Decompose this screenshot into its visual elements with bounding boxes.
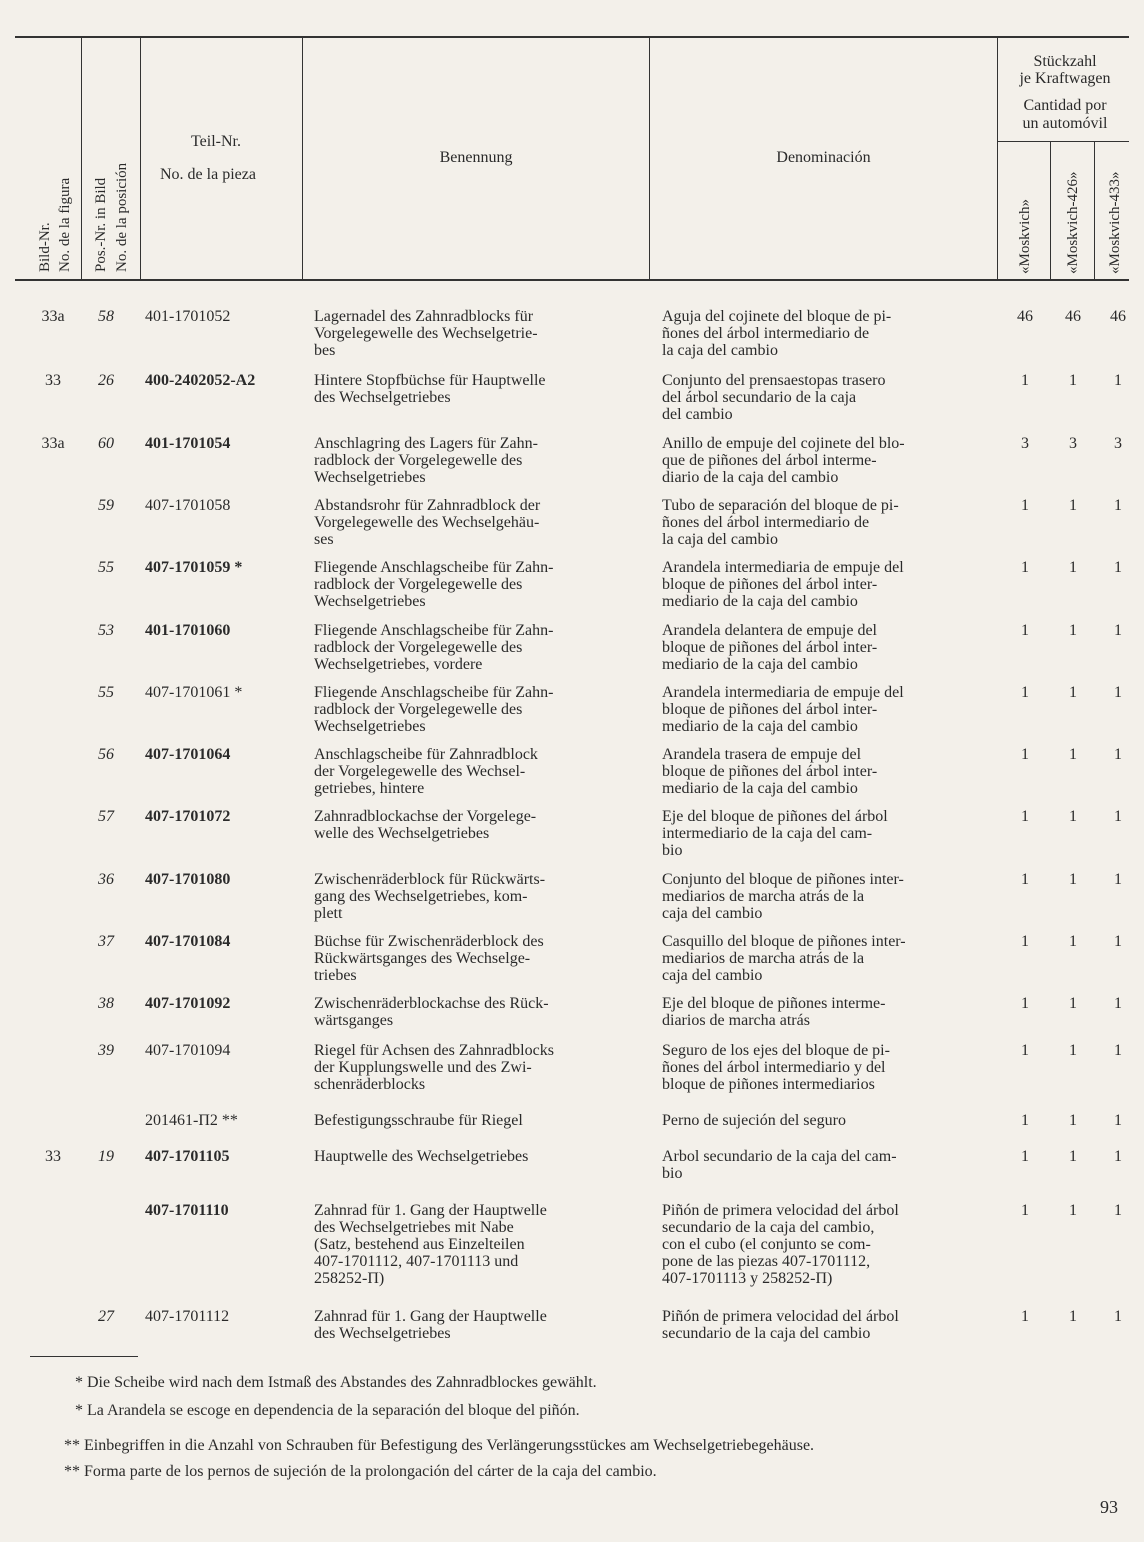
qty-moskvich-426-cell: 1 (1069, 808, 1077, 825)
header-je-kraftwagen: je Kraftwagen (1019, 70, 1111, 87)
col-divider (81, 37, 82, 280)
position-number-cell: 36 (98, 871, 114, 888)
position-number-cell: 58 (98, 308, 114, 325)
page-number: 93 (1100, 1497, 1118, 1517)
benennung-cell: Zahnrad für 1. Gang der Hauptwelle des Wechselgetriebes (314, 1308, 547, 1342)
position-number-cell: 37 (98, 933, 114, 950)
col-divider (140, 37, 141, 280)
qty-moskvich-433-cell: 1 (1114, 622, 1122, 639)
denominacion-cell: Arandela intermediaria de empuje del bloque de piñones del árbol inter- mediario de la caja del cambio (662, 684, 904, 735)
qty-moskvich-cell: 1 (1021, 372, 1029, 389)
qty-moskvich-426-cell: 1 (1069, 559, 1077, 576)
denominacion-cell: Conjunto del prensaestopas trasero del árbol secundario de la caja del cambio (662, 372, 886, 423)
header-bottom-rule (15, 279, 1129, 281)
qty-moskvich-426-cell: 1 (1069, 684, 1077, 701)
qty-moskvich-433-cell: 1 (1114, 808, 1122, 825)
header-automovil: un automóvil (1022, 115, 1108, 132)
header-no-posicion: No. de la posición (114, 162, 130, 272)
part-number-cell: 407-1701072 (145, 808, 231, 825)
part-number-cell: 401-1701054 (145, 435, 231, 452)
benennung-cell: Riegel für Achsen des Zahnradblocks der Kupplungswelle und des Zwi- schenräderblocks (314, 1042, 554, 1093)
qty-moskvich-433-cell: 1 (1114, 995, 1122, 1012)
qty-moskvich-433-cell: 46 (1110, 308, 1126, 325)
qty-moskvich-426-cell: 1 (1069, 1042, 1077, 1059)
qty-moskvich-cell: 1 (1021, 871, 1029, 888)
qty-moskvich-cell: 1 (1021, 1202, 1029, 1219)
denominacion-cell: Aguja del cojinete del bloque de pi- ñones del árbol intermediario de la caja del cambio (662, 308, 892, 359)
part-number-cell: 407-1701092 (145, 995, 231, 1012)
qty-moskvich-cell: 46 (1017, 308, 1033, 325)
header-model-moskvich: «Moskvich» (1017, 199, 1033, 274)
header-cantidad: Cantidad por (1023, 97, 1107, 114)
qty-header-rule (997, 141, 1129, 142)
denominacion-cell: Arandela trasera de empuje del bloque de piñones del árbol inter- mediario de la caja del cambio (662, 746, 878, 797)
denominacion-cell: Eje del bloque de piñones interme- diarios de marcha atrás (662, 995, 886, 1029)
denominacion-cell: Eje del bloque de piñones del árbol intermediario de la caja del cam- bio (662, 808, 888, 859)
denominacion-cell: Casquillo del bloque de piñones inter- mediarios de marcha atrás de la caja del cambio (662, 933, 906, 984)
part-number-cell: 407-1701094 (145, 1042, 231, 1059)
qty-moskvich-426-cell: 1 (1069, 372, 1077, 389)
position-number-cell: 27 (98, 1308, 114, 1325)
figure-number-cell: 33a (41, 308, 65, 325)
benennung-cell: Zwischenräderblockachse des Rück- wärtsganges (314, 995, 549, 1029)
benennung-cell: Zwischenräderblock für Rückwärts- gang des Wechselgetriebes, kom- plett (314, 871, 546, 922)
position-number-cell: 38 (98, 995, 114, 1012)
qty-moskvich-433-cell: 1 (1114, 1112, 1122, 1129)
qty-moskvich-433-cell: 1 (1114, 933, 1122, 950)
position-number-cell: 57 (98, 808, 114, 825)
position-number-cell: 56 (98, 746, 114, 763)
denominacion-cell: Conjunto del bloque de piñones inter- mediarios de marcha atrás de la caja del cambio (662, 871, 904, 922)
header-pos-nr: Pos.-Nr. in Bild (93, 177, 109, 272)
header-no-pieza: No. de la pieza (160, 166, 256, 183)
part-number-cell: 407-1701080 (145, 871, 231, 888)
header-top-rule (15, 36, 1129, 38)
qty-moskvich-cell: 1 (1021, 622, 1029, 639)
qty-moskvich-cell: 1 (1021, 995, 1029, 1012)
denominacion-cell: Piñón de primera velocidad del árbol secundario de la caja del cambio (662, 1308, 899, 1342)
denominacion-cell: Arbol secundario de la caja del cam- bio (662, 1148, 897, 1182)
benennung-cell: Hintere Stopfbüchse für Hauptwelle des Wechselgetriebes (314, 372, 546, 406)
header-benennung: Benennung (439, 149, 513, 166)
qty-moskvich-426-cell: 3 (1069, 435, 1077, 452)
header-stueckzahl: Stückzahl (1033, 53, 1097, 70)
header-denominacion: Denominación (776, 149, 871, 166)
figure-number-cell: 33 (45, 372, 61, 389)
qty-moskvich-cell: 1 (1021, 684, 1029, 701)
qty-moskvich-433-cell: 1 (1114, 746, 1122, 763)
position-number-cell: 53 (98, 622, 114, 639)
qty-moskvich-426-cell: 1 (1069, 622, 1077, 639)
qty-moskvich-433-cell: 1 (1114, 871, 1122, 888)
qty-moskvich-426-cell: 1 (1069, 1148, 1077, 1165)
qty-moskvich-cell: 1 (1021, 1308, 1029, 1325)
header-bild-nr: Bild-Nr. (37, 222, 53, 272)
position-number-cell: 60 (98, 435, 114, 452)
footnote: ** Forma parte de los pernos de sujeción de la prolongación del cárter de la caja del cambio. (64, 1463, 657, 1480)
part-number-cell: 407-1701105 (145, 1148, 230, 1165)
col-divider (1094, 141, 1095, 280)
qty-moskvich-cell: 3 (1021, 435, 1029, 452)
header-model-426: «Moskvich-426» (1065, 171, 1081, 274)
qty-moskvich-cell: 1 (1021, 808, 1029, 825)
qty-moskvich-cell: 1 (1021, 933, 1029, 950)
qty-moskvich-426-cell: 1 (1069, 746, 1077, 763)
denominacion-cell: Tubo de separación del bloque de pi- ñones del árbol intermediario de la caja del cambio (662, 497, 899, 548)
benennung-cell: Zahnradblockachse der Vorgelege- welle des Wechselgetriebes (314, 808, 537, 842)
qty-moskvich-cell: 1 (1021, 497, 1029, 514)
figure-number-cell: 33a (41, 435, 65, 452)
part-number-cell: 407-1701110 (145, 1202, 229, 1219)
qty-moskvich-433-cell: 3 (1114, 435, 1122, 452)
qty-moskvich-426-cell: 1 (1069, 1202, 1077, 1219)
denominacion-cell: Anillo de empuje del cojinete del blo- que de piñones del árbol interme- diario de la caja del cambio (662, 435, 905, 486)
part-number-cell: 407-1701084 (145, 933, 231, 950)
denominacion-cell: Arandela delantera de empuje del bloque de piñones del árbol inter- mediario de la caja del cambio (662, 622, 878, 673)
benennung-cell: Lagernadel des Zahnradblocks für Vorgelegewelle des Wechselgetrie- bes (314, 308, 538, 359)
position-number-cell: 55 (98, 559, 114, 576)
denominacion-cell: Piñón de primera velocidad del árbol secundario de la caja del cambio, con el cubo (el conjunto se com- pone de las piezas 407-1701112, 407-1701113 y 258252-П) (662, 1202, 899, 1287)
part-number-cell: 401-1701052 (145, 308, 231, 325)
denominacion-cell: Arandela intermediaria de empuje del bloque de piñones del árbol inter- mediario de la caja del cambio (662, 559, 904, 610)
qty-moskvich-426-cell: 1 (1069, 995, 1077, 1012)
qty-moskvich-433-cell: 1 (1114, 1308, 1122, 1325)
qty-moskvich-cell: 1 (1021, 1112, 1029, 1129)
qty-moskvich-cell: 1 (1021, 746, 1029, 763)
benennung-cell: Fliegende Anschlagscheibe für Zahn- radblock der Vorgelegewelle des Wechselgetriebes (314, 684, 554, 735)
qty-moskvich-433-cell: 1 (1114, 684, 1122, 701)
qty-moskvich-cell: 1 (1021, 559, 1029, 576)
qty-moskvich-426-cell: 46 (1065, 308, 1081, 325)
footnote: * La Arandela se escoge en dependencia de la separación del bloque del piñón. (75, 1402, 580, 1419)
benennung-cell: Hauptwelle des Wechselgetriebes (314, 1148, 529, 1165)
qty-moskvich-cell: 1 (1021, 1042, 1029, 1059)
header-model-433: «Moskvich-433» (1107, 171, 1123, 274)
benennung-cell: Anschlagring des Lagers für Zahn- radblock der Vorgelegewelle des Wechselgetriebes (314, 435, 538, 486)
position-number-cell: 59 (98, 497, 114, 514)
qty-moskvich-426-cell: 1 (1069, 871, 1077, 888)
part-number-cell: 407-1701058 (145, 497, 231, 514)
benennung-cell: Fliegende Anschlagscheibe für Zahn- radblock der Vorgelegewelle des Wechselgetriebes (314, 559, 554, 610)
header-teil-nr: Teil-Nr. (191, 133, 241, 150)
benennung-cell: Zahnrad für 1. Gang der Hauptwelle des Wechselgetriebes mit Nabe (Satz, bestehend aus Einzelteilen 407-1701112, 407-1701113 und 258252-П) (314, 1202, 547, 1287)
benennung-cell: Büchse für Zwischenräderblock des Rückwärtsganges des Wechselge- triebes (314, 933, 544, 984)
denominacion-cell: Perno de sujeción del seguro (662, 1112, 846, 1129)
qty-moskvich-426-cell: 1 (1069, 1308, 1077, 1325)
col-divider (1050, 141, 1051, 280)
benennung-cell: Abstandsrohr für Zahnradblock der Vorgelegewelle des Wechselgehäu- ses (314, 497, 541, 548)
part-number-cell: 201461-П2 ** (145, 1112, 238, 1129)
position-number-cell: 39 (98, 1042, 114, 1059)
part-number-cell: 400-2402052-A2 (145, 372, 256, 389)
part-number-cell: 407-1701064 (145, 746, 231, 763)
position-number-cell: 19 (98, 1148, 114, 1165)
position-number-cell: 26 (98, 372, 114, 389)
qty-moskvich-433-cell: 1 (1114, 1202, 1122, 1219)
header-no-figura: No. de la figura (57, 177, 73, 272)
qty-moskvich-433-cell: 1 (1114, 1148, 1122, 1165)
footnote: ** Einbegriffen in die Anzahl von Schrauben für Befestigung des Verlängerungsstückes am Wechselgetriebegehäuse. (64, 1437, 815, 1454)
footnote: * Die Scheibe wird nach dem Istmaß des Abstandes des Zahnradblockes gewählt. (75, 1374, 597, 1391)
part-number-cell: 407-1701061 * (145, 684, 243, 701)
qty-moskvich-426-cell: 1 (1069, 497, 1077, 514)
benennung-cell: Befestigungsschraube für Riegel (314, 1112, 523, 1129)
part-number-cell: 407-1701112 (145, 1308, 230, 1325)
qty-moskvich-426-cell: 1 (1069, 1112, 1077, 1129)
figure-number-cell: 33 (45, 1148, 61, 1165)
qty-moskvich-cell: 1 (1021, 1148, 1029, 1165)
part-number-cell: 407-1701059 * (145, 559, 243, 576)
part-number-cell: 401-1701060 (145, 622, 231, 639)
qty-moskvich-433-cell: 1 (1114, 1042, 1122, 1059)
qty-moskvich-426-cell: 1 (1069, 933, 1077, 950)
qty-moskvich-433-cell: 1 (1114, 559, 1122, 576)
footnote-separator (30, 1356, 138, 1357)
position-number-cell: 55 (98, 684, 114, 701)
benennung-cell: Fliegende Anschlagscheibe für Zahn- radblock der Vorgelegewelle des Wechselgetriebes, vordere (314, 622, 554, 673)
benennung-cell: Anschlagscheibe für Zahnradblock der Vorgelegewelle des Wechsel- getriebes, hintere (314, 746, 538, 797)
qty-moskvich-433-cell: 1 (1114, 497, 1122, 514)
qty-moskvich-433-cell: 1 (1114, 372, 1122, 389)
denominacion-cell: Seguro de los ejes del bloque de pi- ñones del árbol intermediario y del bloque de piñones intermediarios (662, 1042, 890, 1093)
